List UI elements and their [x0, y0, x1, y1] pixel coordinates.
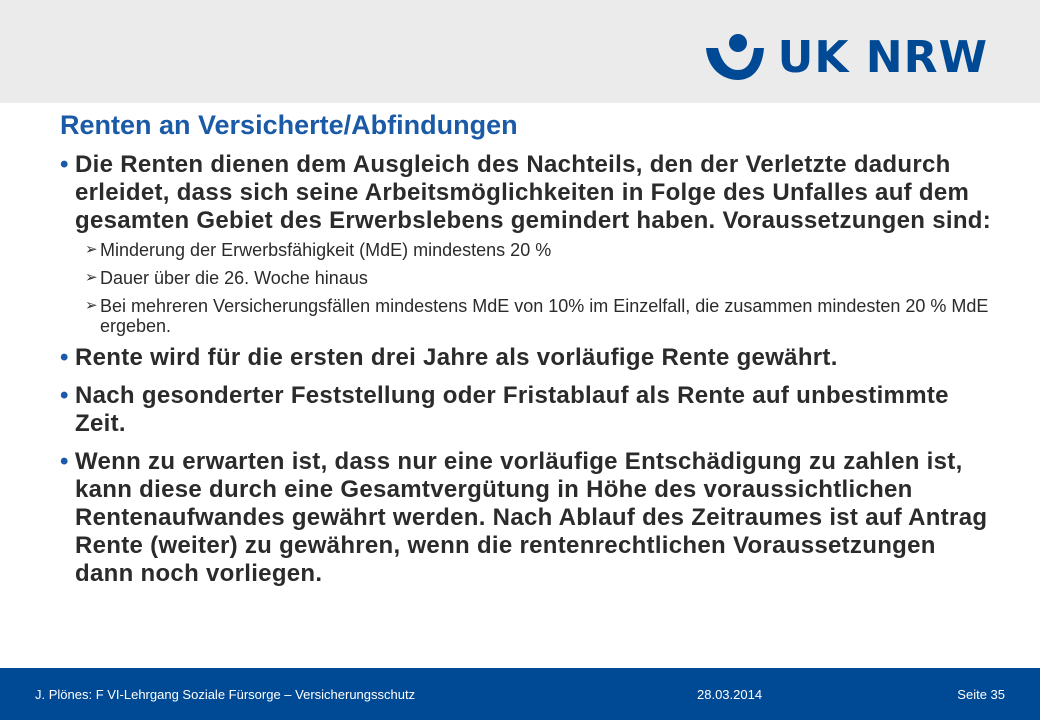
bullet-text: Die Renten dienen dem Ausgleich des Nachteils, den der Verletzte dadurch erleidet, dass sich seine Arbeitsmöglichkeiten in Folge des Unfalles auf dem gesamten Gebiet des Erwerbslebens gemindert haben. Voraussetzungen sind:: [75, 151, 992, 234]
sub-item-text: Bei mehreren Versicherungsfällen mindestens MdE von 10% im Einzelfall, die zusammen mindesten 20 % MdE ergeben.: [100, 296, 989, 336]
arrow-bullet-icon: ➢: [85, 269, 98, 286]
bullet-item: [60, 382, 1000, 438]
bullet-dot-icon: •: [60, 344, 69, 371]
bullet-item: [60, 344, 1000, 372]
bullet-item: [60, 151, 1000, 235]
slide-content: [60, 151, 1000, 588]
sub-item-text: Dauer über die 26. Woche hinaus: [100, 268, 368, 288]
bullet-dot-icon: •: [60, 151, 69, 178]
logo-text: UK NRW: [777, 32, 988, 83]
bullet-text: Nach gesonderter Feststellung oder Fristablauf als Rente auf unbestimmte Zeit.: [75, 382, 949, 437]
sub-item: [60, 268, 1000, 288]
page-number: Seite 35: [957, 687, 1005, 702]
logo-person-icon: [704, 34, 766, 82]
uk-nrw-logo: [704, 28, 988, 88]
bullet-dot-icon: •: [60, 382, 69, 409]
sub-item: [60, 296, 1000, 336]
bullet-text: Rente wird für die ersten drei Jahre als vorläufige Rente gewährt.: [75, 344, 838, 371]
sub-item: [60, 240, 1000, 260]
bullet-dot-icon: •: [60, 448, 69, 475]
arrow-bullet-icon: ➢: [85, 241, 98, 258]
sub-list: [60, 240, 1000, 336]
slide-title: Renten an Versicherte/Abfindungen: [60, 110, 518, 140]
arrow-bullet-icon: ➢: [85, 297, 98, 314]
footer-bar: [0, 668, 1040, 720]
footer-author: J. Plönes: F VI-Lehrgang Soziale Fürsorge – Versicherungsschutz: [35, 687, 416, 702]
bullet-text: Wenn zu erwarten ist, dass nur eine vorläufige Entschädigung zu zahlen ist, kann diese durch eine Gesamtvergütung in Höhe des voraussichtlichen Rentenaufwandes gewährt werden. Nach Ablauf des Zeitraumes ist auf Antrag Rente (weiter) zu gewähren, wenn die rentenrechtlichen Voraussetzungen dann noch vorliegen.: [75, 448, 988, 587]
footer-date: 28.03.2014: [697, 687, 763, 702]
bullet-item: [60, 448, 1000, 588]
sub-item-text: Minderung der Erwerbsfähigkeit (MdE) mindestens 20 %: [100, 240, 552, 260]
